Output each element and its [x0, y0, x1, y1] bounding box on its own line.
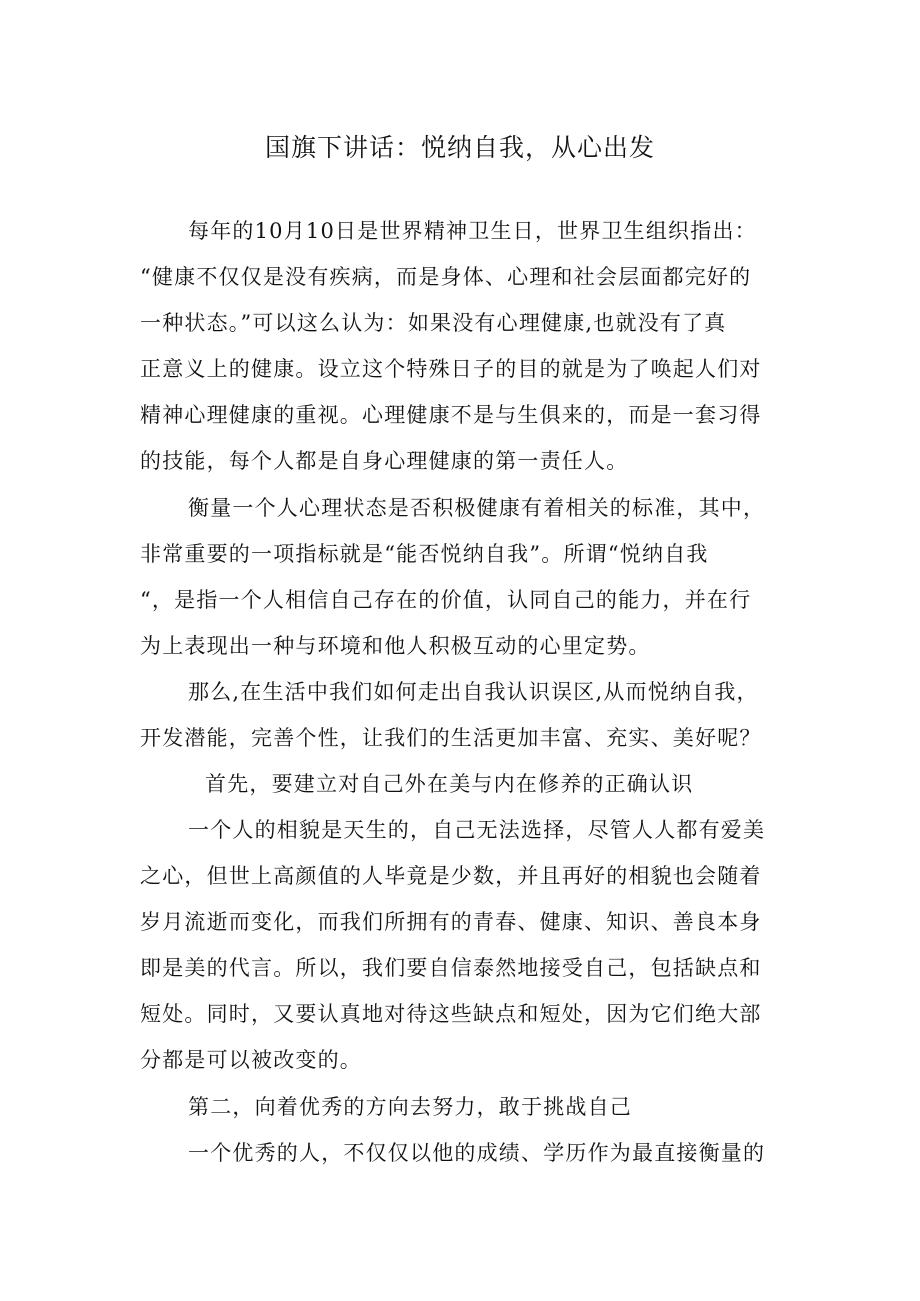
paragraph-line: 短处。同时，又要认真地对待这些缺点和短处，因为它们绝大部 — [140, 1002, 762, 1026]
paragraph-line: 之心，但世上高颜值的人毕竟是少数，并且再好的相貌也会随着 — [140, 864, 762, 888]
paragraph-line: 为上表现出一种与环境和他人积极互动的心里定势。 — [140, 634, 651, 658]
paragraph-line: “，是指一个人相信自己存在的价值，认同自己的能力，并在行 — [140, 588, 752, 612]
paragraph-line: 正意义上的健康。设立这个特殊日子的目的就是为了唤起人们对 — [140, 357, 762, 381]
paragraph-line: 一种状态。”可以这么认为：如果没有心理健康,也就没有了真 — [140, 311, 727, 335]
section-heading: 第二，向着优秀的方向去努力，敢于挑战自己 — [188, 1095, 632, 1119]
paragraph-line: 精神心理健康的重视。心理健康不是与生俱来的，而是一套习得 — [140, 403, 762, 427]
paragraph-line: 每年的10月10日是世界精神卫生日，世界卫生组织指出： — [188, 219, 757, 243]
paragraph-line: 即是美的代言。所以，我们要自信泰然地接受自己，包括缺点和 — [140, 956, 762, 980]
paragraph-line: 岁月流逝而变化，而我们所拥有的青春、健康、知识、善良本身 — [140, 910, 762, 934]
paragraph-line: 的技能，每个人都是自身心理健康的第一责任人。 — [140, 449, 629, 473]
paragraph-line: 开发潜能，完善个性，让我们的生活更加丰富、充实、美好呢？ — [140, 726, 762, 750]
paragraph-line: 分都是可以被改变的。 — [140, 1048, 362, 1072]
document-title: 国旗下讲话：悦纳自我，从心出发 — [264, 133, 655, 162]
paragraph-line: 那么,在生活中我们如何走出自我认识误区,从而悦纳自我， — [188, 680, 759, 704]
paragraph-line: 一个人的相貌是天生的，自己无法选择，尽管人人都有爱美 — [188, 818, 766, 842]
paragraph-line: 衡量一个人心理状态是否积极健康有着相关的标准，其中， — [188, 496, 766, 520]
paragraph-line: 非常重要的一项指标就是“能否悦纳自我”。所谓“悦纳自我 — [140, 542, 709, 566]
section-heading: 首先，要建立对自己外在美与内在修养的正确认识 — [205, 772, 694, 796]
paragraph-line: “健康不仅仅是没有疾病，而是身体、心理和社会层面都完好的 — [140, 265, 752, 289]
paragraph-line: 一个优秀的人，不仅仅以他的成绩、学历作为最直接衡量的 — [188, 1141, 766, 1165]
